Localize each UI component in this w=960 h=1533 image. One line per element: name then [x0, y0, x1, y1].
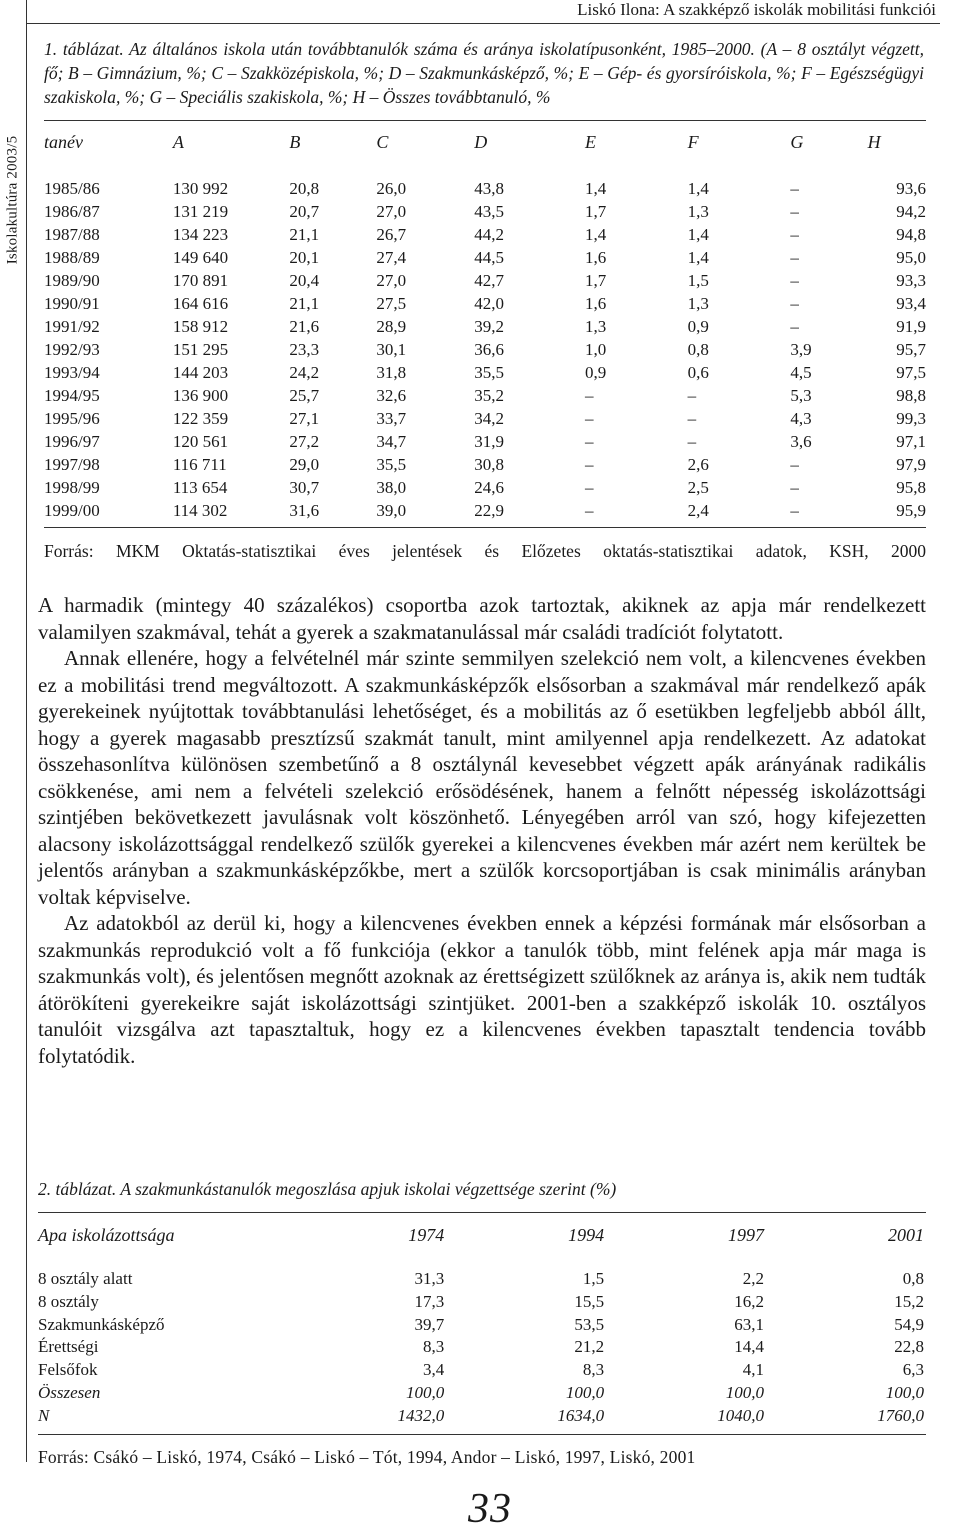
table1-value-cell: 39,2 [474, 317, 505, 336]
table1-value-cell: 130 992 [172, 179, 229, 198]
table1-value-cell: 1,0 [584, 340, 607, 359]
table2-value-cell: 6,3 [902, 1360, 924, 1380]
table1-value-cell: 1,7 [584, 202, 607, 221]
table1-value-cell: 27,5 [376, 294, 407, 313]
table1-year-cell: 1995/96 [44, 409, 100, 428]
table1-value-cell: 22,9 [474, 501, 505, 520]
table1-value-cell: 42,0 [474, 294, 505, 313]
table-row [44, 269, 926, 292]
table1-header: A [172, 131, 184, 152]
table-row [44, 223, 926, 246]
table2-value-cell: 21,2 [574, 1337, 605, 1357]
table1-value-cell: – [584, 478, 594, 497]
table-row [44, 315, 926, 338]
table2-value-cell: 54,9 [894, 1314, 924, 1334]
table1-value-cell: – [790, 271, 799, 290]
table1-value-cell: 151 295 [172, 340, 229, 359]
table2-value-cell: 2,2 [742, 1269, 765, 1288]
table1-header: D [474, 131, 488, 152]
table2-value-cell: 22,8 [894, 1337, 924, 1357]
table-row [38, 1382, 926, 1405]
table1-value-cell: – [584, 455, 594, 474]
table2-value-cell: 4,1 [742, 1360, 765, 1380]
table2-header: 2001 [888, 1224, 924, 1245]
table1-year-cell: 1988/89 [44, 248, 100, 267]
table2-label-cell: Szakmunkásképző [38, 1314, 165, 1334]
table1-header: H [867, 131, 881, 152]
table-row [44, 476, 926, 499]
table2-value-cell: 1634,0 [557, 1405, 605, 1425]
table1-value-cell: 26,0 [376, 179, 407, 198]
page-number: 33 [468, 1486, 512, 1532]
table1-value-cell: 1,4 [584, 225, 607, 244]
table1-header: G [790, 131, 804, 152]
table1-value-cell: – [584, 432, 594, 451]
table1-value-cell: – [790, 294, 799, 313]
table1-value-cell: 113 654 [172, 478, 228, 497]
table-row [44, 246, 926, 269]
table1-value-cell: 149 640 [172, 248, 229, 267]
table1-value-cell: 1,3 [687, 202, 709, 221]
table1-header: B [289, 131, 301, 152]
table1-value-cell: 136 900 [172, 386, 229, 405]
table1-value-cell: 97,5 [896, 363, 926, 382]
table2 [38, 1221, 926, 1428]
table1-year-cell: 1987/88 [44, 225, 100, 244]
table1-value-cell: 1,3 [687, 294, 709, 313]
table1-value-cell: 27,2 [289, 432, 320, 451]
table-row [44, 338, 926, 361]
table1-value-cell: 95,7 [896, 340, 926, 359]
table1-value-cell: 134 223 [172, 225, 229, 244]
table1-value-cell: 0,9 [584, 363, 607, 382]
table1-value-cell: 5,3 [790, 386, 812, 405]
table-row [44, 453, 926, 476]
table2-value-cell: 8,3 [582, 1360, 605, 1380]
table2-value-cell: 1760,0 [877, 1405, 924, 1425]
table1-value-cell: 0,8 [687, 340, 709, 359]
table1-value-cell: 29,0 [289, 455, 320, 474]
table1-value-cell: 99,3 [896, 409, 926, 428]
table-row [44, 292, 926, 315]
body-paragraph: Annak ellenére, hogy a felvételnél már szinte semmilyen szelekció nem volt, a kilencvenes években ez a mobilitási trend megváltozott. A szakmunkásképzők elsősorban a szakmával már rendelkező apák gyerekeinek nyújtottak továbbtanulási lehetőséget, és a mobilitás az ő esetükben legfeljebb abból állt, hogy a gyerek magasabb presztízsű szakmát tanult, mint amilyennel apja rendelkezett. Az adatokat összehasonlítva különösen szembetűnő a 8 osztálynál kevesebbet végzett apák arányának radikális csökkenése, ami nem a felvételi szelekció erősödésének, hanem a felnőtt népesség iskolázottsági szintjében bekövetkezett javulásnak volt köszönhető. Lényegében arról van szó, hogy kifejezetten alacsony iskolázottsággal rendelkező szülők gyerekei a kilencvenes években már azért nem kerültek be jelentős arányban a szakmunkásképzőkbe, mert a szülők korcsoportjában is csak minimális arányban voltak képviselve. [38, 646, 926, 909]
table1-value-cell: 93,6 [896, 179, 926, 198]
table1-value-cell: 36,6 [474, 340, 505, 359]
table1-value-cell: – [790, 478, 799, 497]
table1-value-cell: 34,2 [474, 409, 505, 428]
table1-value-cell: 27,4 [376, 248, 407, 267]
table1-year-cell: 1989/90 [44, 271, 100, 290]
table1-value-cell: – [790, 179, 799, 198]
table1-value-cell: 21,6 [289, 317, 320, 336]
table1-value-cell: 97,9 [896, 455, 926, 474]
table2-value-cell: 16,2 [734, 1291, 765, 1311]
table1-year-cell: 1996/97 [44, 432, 100, 451]
table2-value-cell: 100,0 [565, 1382, 605, 1402]
table1-value-cell: 1,4 [687, 179, 709, 198]
table1-value-cell: – [584, 501, 594, 520]
table2-header: 1997 [728, 1224, 765, 1245]
table-row [38, 1336, 926, 1359]
table1-value-cell: 3,9 [790, 340, 812, 359]
table1-value-cell: – [790, 248, 799, 267]
table1-value-cell: 0,6 [687, 363, 709, 382]
table1-value-cell: 3,6 [790, 432, 812, 451]
table1-value-cell: 20,4 [289, 271, 320, 290]
table1-value-cell: 131 219 [172, 202, 229, 221]
table-row [44, 407, 926, 430]
table1-value-cell: 27,0 [376, 271, 407, 290]
table2-header-row [38, 1221, 926, 1249]
table1-value-cell: 20,8 [289, 179, 320, 198]
table1-value-cell: – [790, 225, 799, 244]
table1-value-cell: 43,5 [474, 202, 505, 221]
table1-value-cell: 1,6 [584, 248, 607, 267]
table2-value-cell: 0,8 [902, 1269, 924, 1288]
table1-value-cell: 34,7 [376, 432, 407, 451]
table1-year-cell: 1999/00 [44, 501, 100, 520]
table1-value-cell: 30,1 [376, 340, 407, 359]
table1-value-cell: 114 302 [172, 501, 228, 520]
table1-value-cell: 33,7 [376, 409, 407, 428]
table1-value-cell: 27,0 [376, 202, 407, 221]
table2-label-cell: N [38, 1405, 50, 1425]
table1-header: C [376, 131, 389, 152]
table1-value-cell: 44,2 [474, 225, 505, 244]
body-paragraph: A harmadik (mintegy 40 százalékos) csoportba azok tartoztak, akiknek az apja már rendelkezett valamilyen szakmával, tehát a gyerek a szakmatanulással már családi tradíciót folytatott. [38, 593, 926, 644]
table1-value-cell: 2,6 [687, 455, 709, 474]
table2-value-cell: 14,4 [734, 1337, 765, 1357]
table2-value-cell: 1432,0 [397, 1405, 445, 1425]
table2-label-cell: Összesen [38, 1382, 101, 1402]
table1-value-cell: 1,7 [584, 271, 607, 290]
table1-year-cell: 1998/99 [44, 478, 100, 497]
table-row [38, 1405, 926, 1428]
table1-value-cell: – [790, 317, 799, 336]
table2-value-cell: 53,5 [574, 1314, 605, 1334]
table-row [44, 384, 926, 407]
table1-value-cell: 95,8 [896, 478, 926, 497]
table2-bottom-rule [38, 1434, 926, 1435]
running-head: Liskó Ilona: A szakképző iskolák mobilitási funkciói [577, 0, 936, 19]
table1-bottom-rule [44, 527, 926, 528]
table2-value-cell: 100,0 [725, 1382, 765, 1402]
table1-year-cell: 1994/95 [44, 386, 100, 405]
table-row [38, 1268, 926, 1291]
table1-value-cell: 2,4 [687, 501, 709, 520]
table2-value-cell: 17,3 [414, 1291, 445, 1311]
table2-value-cell: 1,5 [582, 1269, 605, 1288]
table2-value-cell: 1040,0 [717, 1405, 765, 1425]
table2-value-cell: 15,2 [894, 1291, 924, 1311]
table-row [38, 1291, 926, 1314]
table1-value-cell: 25,7 [289, 386, 320, 405]
table1-value-cell: – [687, 432, 697, 451]
table1-value-cell: 158 912 [172, 317, 229, 336]
table2-value-cell: 8,3 [422, 1337, 445, 1357]
table1-value-cell: 144 203 [172, 363, 229, 382]
table2-value-cell: 15,5 [574, 1291, 605, 1311]
table1-value-cell: 20,7 [289, 202, 320, 221]
table1-year-cell: 1992/93 [44, 340, 100, 359]
table1-value-cell: – [790, 455, 799, 474]
table1-value-cell: – [687, 409, 697, 428]
table1-value-cell: 116 711 [172, 455, 227, 474]
table1-value-cell: 42,7 [474, 271, 505, 290]
table1-header: F [687, 131, 699, 152]
table1-value-cell: 35,5 [376, 455, 407, 474]
table1-value-cell: 98,8 [896, 386, 926, 405]
table2-label-cell: Felsőfok [38, 1360, 98, 1380]
table1-value-cell: 94,2 [896, 202, 926, 221]
table1-value-cell: 1,5 [687, 271, 709, 290]
table1-header: tanév [44, 131, 83, 152]
table2-top-rule [38, 1212, 926, 1213]
table1-value-cell: 23,3 [289, 340, 320, 359]
table1-value-cell: 91,9 [896, 317, 926, 336]
table1-value-cell: 31,6 [289, 501, 320, 520]
table2-caption: 2. táblázat. A szakmunkástanulók megoszlása apjuk iskolai végzettsége szerint (%) [38, 1179, 617, 1199]
table1-value-cell: 32,6 [376, 386, 407, 405]
table1-value-cell: 122 359 [172, 409, 229, 428]
journal-name: Iskolakultúra 2003/5 [4, 135, 21, 265]
table1-value-cell: 1,4 [584, 179, 607, 198]
table1-value-cell: 21,1 [289, 294, 320, 313]
table1-value-cell: 28,9 [376, 317, 407, 336]
table1-value-cell: 2,5 [687, 478, 709, 497]
table2-source: Forrás: Csákó – Liskó, 1974, Csákó – Liskó – Tót, 1994, Andor – Liskó, 1997, Liskó, 2001 [38, 1447, 696, 1467]
table-row [44, 430, 926, 453]
table1-value-cell: 4,3 [790, 409, 812, 428]
article-body [38, 592, 926, 1069]
table1-source: Forrás: MKM Oktatás-statisztikai éves jelentések és Előzetes oktatás-statisztikai adatok, KSH, 2000 [44, 541, 926, 561]
table1-caption: 1. táblázat. Az általános iskola után továbbtanulók száma és aránya iskolatípusonként, 1985–2000. (A – 8 osztályt végzett, fő; B – Gimnázium, %; C – Szakközépiskola, %; D – Szakmunkásképző, %; E – Gép- és gyorsíróiskola, %; F – Egészségügyi szakiskola, %; G – Speciális szakiskola, %; H – Összes továbbtanuló, % [44, 39, 924, 107]
table1-value-cell: 24,6 [474, 478, 505, 497]
table2-header: 1994 [568, 1224, 605, 1245]
table2-value-cell: 100,0 [885, 1382, 924, 1402]
margin-rule [26, 0, 27, 1462]
table1-value-cell: 35,2 [474, 386, 505, 405]
table1-top-rule [44, 120, 926, 121]
table1-value-cell: 31,8 [376, 363, 407, 382]
table-row [38, 1359, 926, 1382]
header-rule [26, 23, 940, 24]
table1-value-cell: 44,5 [474, 248, 505, 267]
table1-header-row [44, 129, 926, 155]
table1-value-cell: 95,9 [896, 501, 926, 520]
table-row [44, 200, 926, 223]
table-row [44, 177, 926, 200]
table-row [44, 499, 926, 522]
table1-value-cell: 20,1 [289, 248, 320, 267]
table1-value-cell: 164 616 [172, 294, 229, 313]
table1-value-cell: 94,8 [896, 225, 926, 244]
table1-value-cell: – [790, 501, 799, 520]
table1-value-cell: 26,7 [376, 225, 407, 244]
table1-value-cell: 120 561 [172, 432, 229, 451]
table1-year-cell: 1986/87 [44, 202, 100, 221]
table1-year-cell: 1985/86 [44, 179, 100, 198]
table1-value-cell: 38,0 [376, 478, 407, 497]
table1-year-cell: 1997/98 [44, 455, 100, 474]
table2-header: 1974 [408, 1224, 445, 1245]
table1-value-cell: 4,5 [790, 363, 812, 382]
table1-value-cell: 21,1 [289, 225, 320, 244]
table1-value-cell: 1,4 [687, 248, 709, 267]
table-row [38, 1314, 926, 1337]
table1-value-cell: 93,4 [896, 294, 926, 313]
table1-value-cell: – [687, 386, 697, 405]
table1-value-cell: 30,8 [474, 455, 505, 474]
table1-value-cell: 1,6 [584, 294, 607, 313]
table1-value-cell: 170 891 [172, 271, 229, 290]
table1-year-cell: 1991/92 [44, 317, 100, 336]
table1-value-cell: 1,3 [584, 317, 607, 336]
table1-value-cell: 1,4 [687, 225, 709, 244]
table2-label-cell: Érettségi [38, 1337, 99, 1357]
table1-value-cell: 27,1 [289, 409, 320, 428]
table1-value-cell: – [584, 386, 594, 405]
table2-value-cell: 63,1 [734, 1314, 765, 1334]
table-row [44, 361, 926, 384]
table2-value-cell: 3,4 [422, 1360, 445, 1380]
table1-value-cell: 95,0 [896, 248, 926, 267]
table1-value-cell: – [584, 409, 594, 428]
table2-header: Apa iskolázottsága [38, 1224, 175, 1245]
table1-value-cell: 43,8 [474, 179, 505, 198]
table2-label-cell: 8 osztály [38, 1291, 99, 1311]
table2-value-cell: 31,3 [414, 1269, 445, 1288]
table1-year-cell: 1993/94 [44, 363, 100, 382]
table1-value-cell: 24,2 [289, 363, 320, 382]
table2-value-cell: 39,7 [414, 1314, 445, 1334]
table1 [44, 129, 926, 522]
table1-value-cell: 35,5 [474, 363, 505, 382]
table1-header: E [584, 131, 596, 152]
table1-value-cell: 39,0 [376, 501, 407, 520]
table1-value-cell: – [790, 202, 799, 221]
table1-year-cell: 1990/91 [44, 294, 100, 313]
table2-label-cell: 8 osztály alatt [38, 1269, 133, 1288]
table1-value-cell: 97,1 [896, 432, 926, 451]
body-paragraph: Az adatokból az derül ki, hogy a kilencvenes években ennek a képzési formának már elsősorban a szakmunkás reprodukció volt a fő funkciója (ekkor a tanulók több, mint felének apja már maga is szakmunkás volt), és jelentősen megnőtt azoknak az érettségizett szülőknek az aránya is, akik nem tudták átörökíteni gyerekeikre saját iskolázottsági szintjüket. 2001-ben a szakképző iskolák 10. osztályos tanulóit vizsgálva azt tapasztaltuk, hogy ez a kilencvenes években tapasztalt tendencia tovább folytatódik. [38, 911, 926, 1068]
table2-value-cell: 100,0 [405, 1382, 445, 1402]
table1-value-cell: 31,9 [474, 432, 505, 451]
table1-value-cell: 0,9 [687, 317, 709, 336]
table1-value-cell: 30,7 [289, 478, 320, 497]
table1-value-cell: 93,3 [896, 271, 926, 290]
journal-side-title [0, 0, 26, 1530]
